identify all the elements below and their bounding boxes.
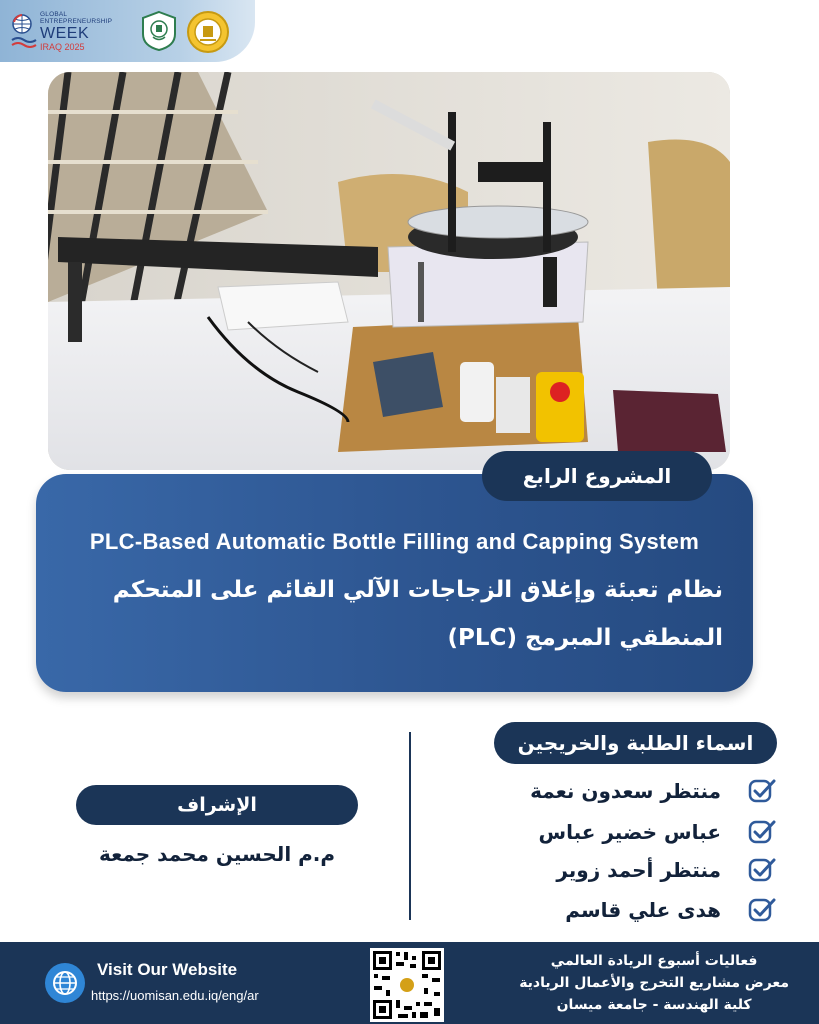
website-link[interactable]: https://uomisan.edu.iq/eng/ar [91, 988, 259, 1003]
student-item [538, 815, 777, 849]
students-heading: اسماء الطلبة والخريجين [494, 722, 777, 764]
supervision-heading: الإشراف [76, 785, 358, 825]
gew-globe-icon [8, 10, 38, 54]
student-name: عباس خضير عباس [538, 820, 721, 844]
check-icon [747, 776, 777, 806]
gew-line3: WEEK [40, 25, 90, 42]
header-band [0, 0, 255, 62]
supervisor-name: م.م الحسين محمد جمعة [98, 842, 336, 866]
student-item [530, 774, 777, 808]
student-name: هدى علي قاسم [565, 898, 721, 922]
section-divider [409, 732, 411, 920]
project-title-ar: نظام تعبئة وإغلاق الزجاجات الآلي القائم على المتحكم المنطقي المبرمج (PLC) [112, 577, 723, 651]
gew-wordmark [40, 12, 112, 52]
check-icon [747, 855, 777, 885]
university-emblem-icon [140, 10, 178, 52]
footer-line: فعاليات أسبوع الريادة العالمي [550, 953, 758, 969]
project-title-en: PLC-Based Automatic Bottle Filling and Capping System [89, 529, 700, 554]
qr-code[interactable] [370, 948, 444, 1022]
student-item [556, 853, 777, 887]
student-name: منتظر سعدون نعمة [530, 779, 721, 803]
project-photo [48, 72, 730, 470]
footer-line: معرض مشاريع التخرج والأعمال الريادية [519, 975, 789, 991]
gew-logo [8, 6, 133, 58]
gew-line4: IRAQ 2025 [40, 42, 85, 52]
footer-event-text [519, 950, 789, 1016]
student-name: منتظر أحمد زوير [556, 858, 721, 882]
footer [0, 942, 819, 1024]
project-title-card [36, 474, 753, 692]
globe-icon[interactable] [44, 962, 86, 1004]
engineering-college-emblem-icon [186, 10, 230, 54]
footer-line: كلية الهندسة - جامعة ميسان [556, 997, 752, 1013]
visit-website-label: Visit Our Website [97, 960, 238, 979]
check-icon [747, 817, 777, 847]
student-item [565, 893, 777, 927]
gew-line2: ENTREPRENEURSHIP [40, 17, 113, 25]
gew-line1: GLOBAL [40, 11, 68, 18]
check-icon [747, 895, 777, 925]
project-number-badge: المشروع الرابع [482, 451, 712, 501]
